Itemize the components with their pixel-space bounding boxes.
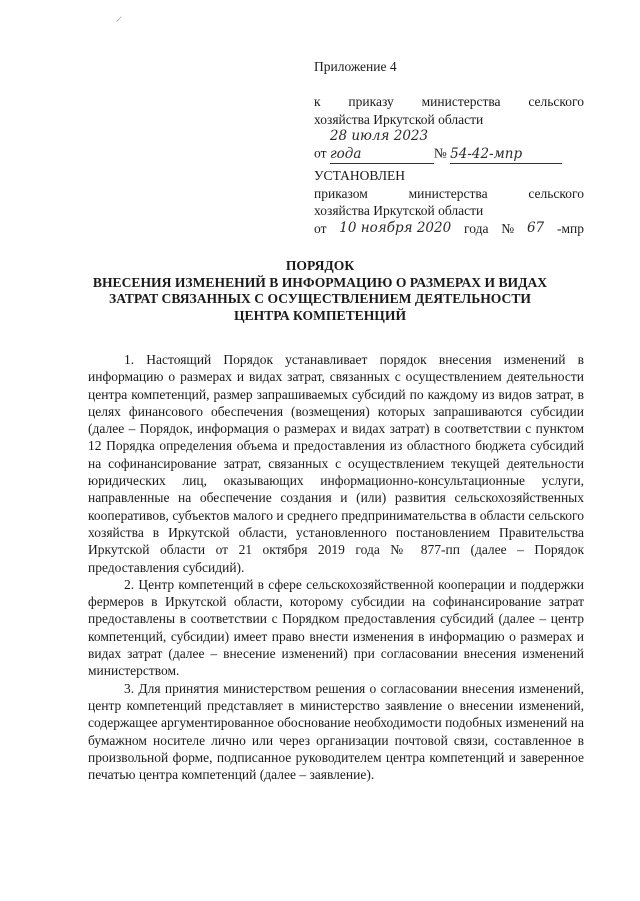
approved-block bbox=[314, 167, 584, 237]
handwritten-number: 54-42-мпр bbox=[450, 146, 562, 165]
paragraph-2: 2. Центр компетенций в сфере сельскохозяйственной кооперации и поддержки фермеров в Иркутской области, которому субсидии на софинансирование затрат предоставлены в соответствии с Порядком предоставления субсидий (далее – центр компетенций, субсидии) имеет право внести изменения в информацию о размерах и видах затрат (далее – внесение изменений) при согласовании внесения изменений министерством. bbox=[88, 576, 584, 679]
paragraph-3: 3. Для принятия министерством решения о согласовании внесения изменений, центр компетенций представляет в министерство заявление о внесении изменений, содержащее аргументированное обоснование необходимости подобных изменений на бумажном носителе лично или через организации почтовой связи, составленное в произвольной форме, подписанное руководителем центра компетенций и заверенное печатью центра компетенций (далее – заявление). bbox=[88, 680, 584, 783]
approved-line-1: приказом министерства сельского bbox=[314, 185, 584, 201]
paragraph-1: 1. Настоящий Порядок устанавливает порядок внесения изменений в информацию о размерах и видах затрат, связанных с осуществлением деятельности центра компетенций, размер запрашиваемых субсидий по каждому из видов затрат, в целях финансового обеспечения (возмещения) которых запрашиваются субсидии (далее – Порядок, информация о размерах и видах затрат) в соответствии с пунктом 12 Порядка определения объема и предоставления из областного бюджета субсидий на софинансирование затрат, связанных с осуществлением текущей деятельности юридических лиц, оказывающих информационно-консультационные услуги, направленные на обеспечение создания и (или) развития сельскохозяйственных кооперативов, субъектов малого и среднего предпринимательства в области сельского хозяйства в Иркутской области, установленного постановлением Правительства Иркутской области от 21 октября 2019 года № 877-пп (далее – Порядок предоставления субсидий). bbox=[88, 352, 584, 575]
approved-label: УСТАНОВЛЕН bbox=[314, 168, 406, 183]
order-ref-date-line: от 28 июля 2023 года № 54-42-мпр bbox=[314, 128, 584, 164]
order-reference bbox=[314, 93, 584, 164]
approved-line-2: хозяйства Иркутской области bbox=[314, 203, 484, 218]
handwritten-approved-date: 10 ноября 2020 bbox=[339, 219, 452, 236]
order-ref-line-1: к приказу министерства сельского bbox=[314, 94, 584, 109]
approved-date-line: от 10 ноября 2020 года № 67 -мпр bbox=[314, 219, 584, 236]
scan-mark: \ bbox=[112, 15, 124, 24]
document-title: ПОРЯДОК ВНЕСЕНИЯ ИЗМЕНЕНИЙ В ИНФОРМАЦИЮ О РАЗМЕРАХ И ВИДАХ ЗАТРАТ СВЯЗАННЫХ С ОСУЩЕСТВЛЕНИЕМ ДЕЯТЕЛЬНОСТИ ЦЕНТРА КОМПЕТЕНЦИЙ bbox=[92, 258, 548, 323]
document-body bbox=[88, 351, 584, 783]
appendix-label: Приложение 4 bbox=[314, 59, 397, 74]
order-ref-line-2: хозяйства Иркутской области bbox=[314, 111, 484, 127]
handwritten-approved-number: 67 bbox=[526, 219, 545, 236]
handwritten-date: 28 июля 2023 года bbox=[330, 128, 434, 164]
